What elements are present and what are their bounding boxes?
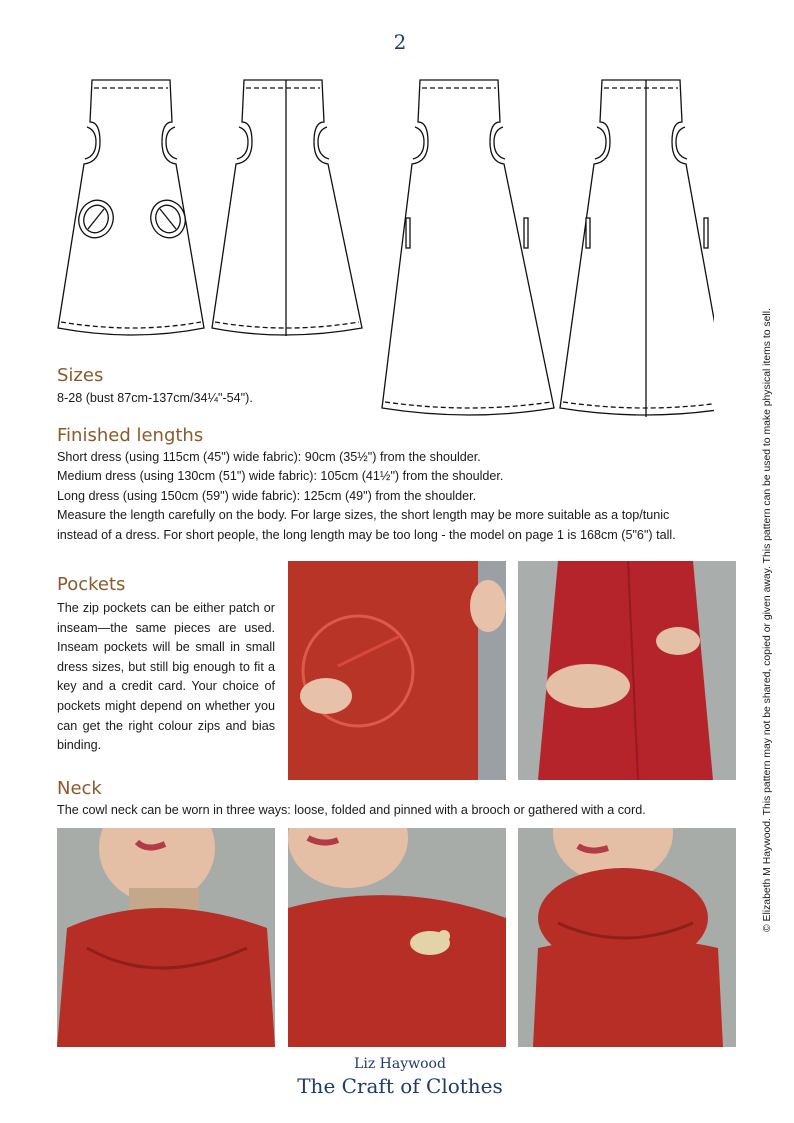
finished-lengths-line: instead of a dress. For short people, the long length may be too long - the model on page 1 is 168cm (5"6") tall. [57, 527, 676, 542]
footer-brand: The Craft of Clothes [297, 1074, 503, 1098]
pockets-text: The zip pockets can be either patch or inseam—the same pieces are used. Inseam pockets will be small in small dress sizes, but still big enough to fit a key and a credit card. Your choice of pockets might depend on whether you can get the right colour zips and bias binding. [57, 601, 275, 753]
dress-technical-drawings [54, 72, 714, 432]
neck-heading: Neck [57, 778, 102, 799]
pockets-heading: Pockets [57, 574, 126, 595]
cowl-gathered-photo [518, 828, 736, 1047]
sizes-heading: Sizes [57, 365, 104, 386]
long-dress-back-drawing [560, 80, 714, 417]
short-dress-front-drawing [58, 80, 204, 335]
finished-lengths-line: Measure the length carefully on the body. For large sizes, the short length may be more suitable as a top/tunic [57, 508, 670, 523]
finished-lengths-line: Short dress (using 115cm (45") wide fabric): 90cm (35½") from the shoulder. [57, 450, 481, 464]
inseam-pocket-photo [518, 561, 736, 780]
cowl-brooch-photo [288, 828, 506, 1047]
page-number: 2 [393, 30, 407, 54]
long-dress-front-drawing [382, 80, 554, 415]
copyright-notice: © Elizabeth M Haywood. This pattern may not be shared, copied or given away. This pattern can be used to make physical items to sell. [762, 308, 773, 932]
zip-pocket-photo [288, 561, 506, 780]
finished-lengths-heading: Finished lengths [57, 425, 204, 446]
finished-lengths-line: Medium dress (using 130cm (51") wide fabric): 105cm (41½") from the shoulder. [57, 469, 504, 484]
footer-author: Liz Haywood [354, 1056, 446, 1072]
finished-lengths-text [57, 448, 676, 545]
neck-text: The cowl neck can be worn in three ways: loose, folded and pinned with a brooch or gathered with a cord. [57, 803, 646, 817]
short-dress-back-drawing [212, 80, 362, 336]
finished-lengths-line: Long dress (using 150cm (59") wide fabric): 125cm (49") from the shoulder. [57, 488, 477, 503]
sizes-text: 8-28 (bust 87cm-137cm/34¼"-54"). [57, 391, 253, 405]
cowl-loose-photo [57, 828, 275, 1047]
